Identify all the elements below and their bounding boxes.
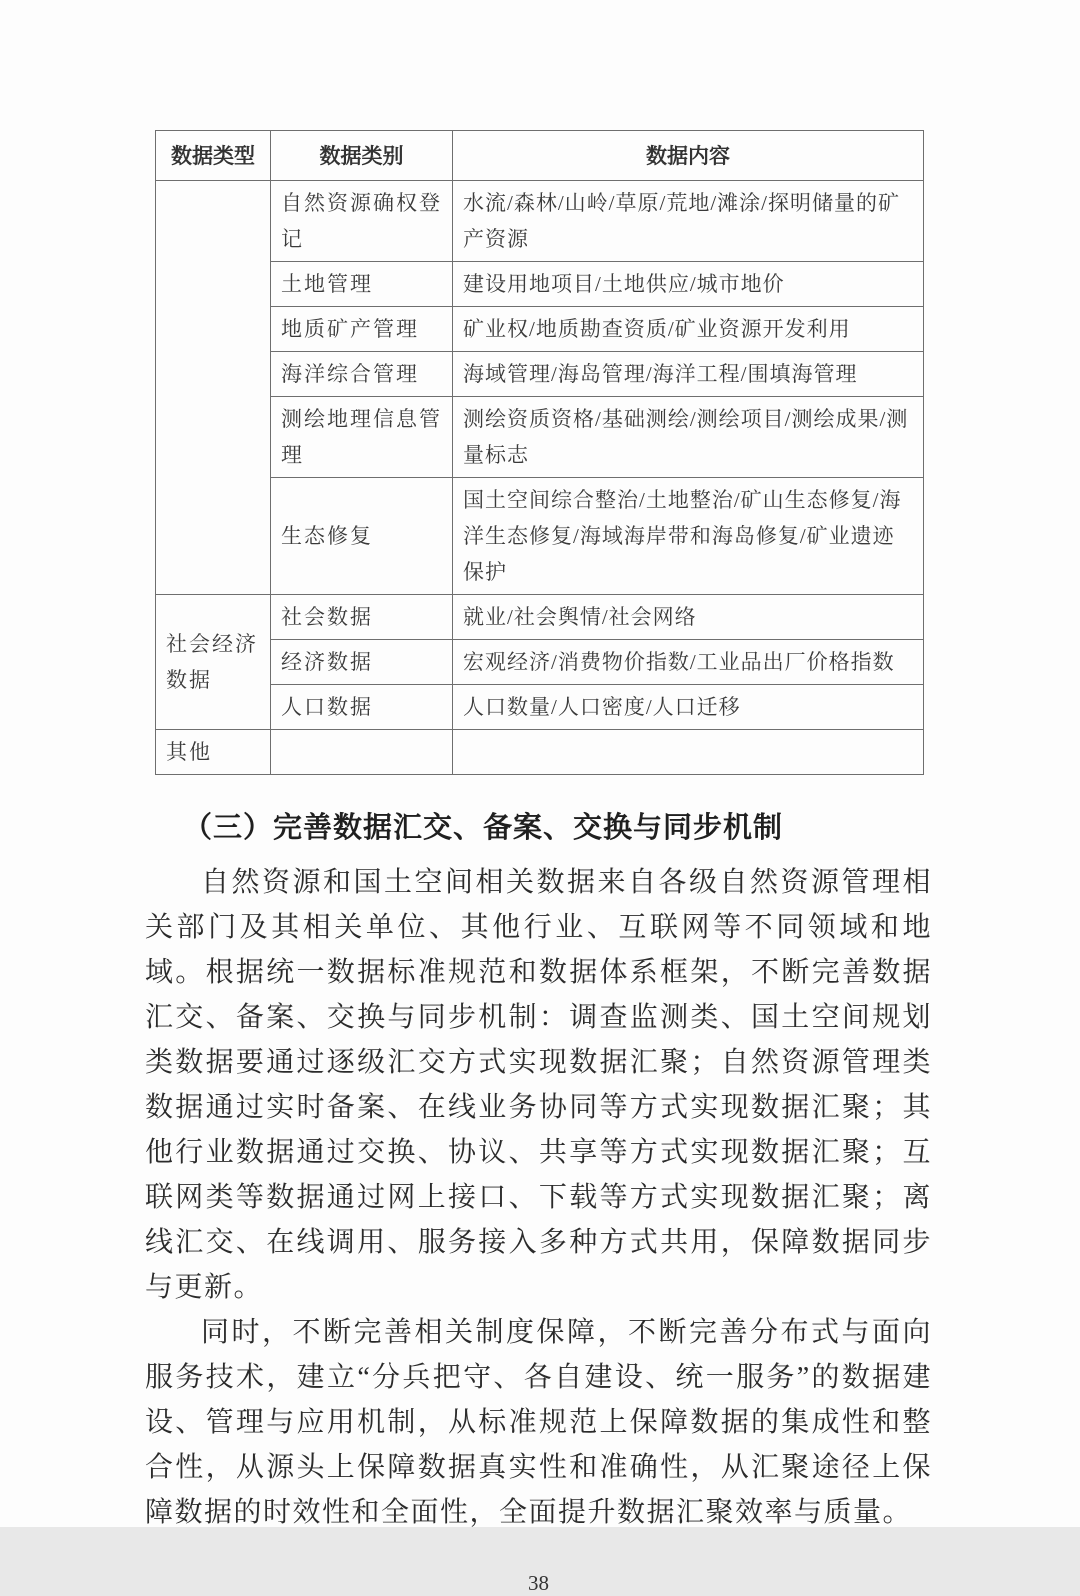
content-cell: 国土空间综合整治/土地整治/矿山生态修复/海洋生态修复/海域海岸带和海岛修复/矿业遗迹保护	[453, 478, 924, 595]
header-data-category: 数据类别	[271, 131, 453, 181]
table-row	[156, 262, 924, 307]
table-row	[156, 595, 924, 640]
data-classification-table	[155, 130, 924, 775]
category-cell: 自然资源确权登记	[271, 181, 453, 262]
content-cell: 人口数量/人口密度/人口迁移	[453, 685, 924, 730]
content-cell: 测绘资质资格/基础测绘/测绘项目/测绘成果/测量标志	[453, 397, 924, 478]
table-row	[156, 181, 924, 262]
content-cell: 建设用地项目/土地供应/城市地价	[453, 262, 924, 307]
table-row	[156, 685, 924, 730]
table-row	[156, 352, 924, 397]
content-cell: 矿业权/地质勘查资质/矿业资源开发利用	[453, 307, 924, 352]
category-cell: 经济数据	[271, 640, 453, 685]
category-cell: 生态修复	[271, 478, 453, 595]
category-cell-empty	[271, 730, 453, 775]
type-cell-socioeconomic: 社会经济数据	[156, 595, 271, 730]
category-cell: 人口数据	[271, 685, 453, 730]
category-cell: 土地管理	[271, 262, 453, 307]
page-number: 38	[528, 1571, 549, 1595]
table-row	[156, 397, 924, 478]
content-cell: 水流/森林/山岭/草原/荒地/滩涂/探明储量的矿产资源	[453, 181, 924, 262]
body-paragraph-2: 同时，不断完善相关制度保障，不断完善分布式与面向服务技术，建立“分兵把守、各自建设、统一服务”的数据建设、管理与应用机制，从标准规范上保障数据的集成性和整合性，从源头上保障数据真实性和准确性，从汇聚途径上保障数据的时效性和全面性，全面提升数据汇聚效率与质量。	[145, 1317, 932, 1528]
content-cell: 宏观经济/消费物价指数/工业品出厂价格指数	[453, 640, 924, 685]
table-row	[156, 730, 924, 775]
type-cell-natural-resources	[156, 181, 271, 595]
body-paragraph-1: 自然资源和国土空间相关数据来自各级自然资源管理相关部门及其相关单位、其他行业、互联网等不同领域和地域。根据统一数据标准规范和数据体系框架，不断完善数据汇交、备案、交换与同步机制：调查监测类、国土空间规划类数据要通过逐级汇交方式实现数据汇聚；自然资源管理类数据通过实时备案、在线业务协同等方式实现数据汇聚；其他行业数据通过交换、协议、共享等方式实现数据汇聚；互联网类等数据通过网上接口、下载等方式实现数据汇聚；离线汇交、在线调用、服务接入多种方式共用，保障数据同步与更新。	[145, 867, 932, 1303]
table-header-row	[156, 131, 924, 181]
category-cell: 测绘地理信息管理	[271, 397, 453, 478]
category-cell: 社会数据	[271, 595, 453, 640]
section-heading: （三）完善数据汇交、备案、交换与同步机制	[183, 812, 784, 844]
category-cell: 地质矿产管理	[271, 307, 453, 352]
header-data-content: 数据内容	[453, 131, 924, 181]
content-cell: 就业/社会舆情/社会网络	[453, 595, 924, 640]
type-cell-other: 其他	[156, 730, 271, 775]
table-row	[156, 478, 924, 595]
category-cell: 海洋综合管理	[271, 352, 453, 397]
content-cell: 海域管理/海岛管理/海洋工程/围填海管理	[453, 352, 924, 397]
header-data-type: 数据类型	[156, 131, 271, 181]
content-cell-empty	[453, 730, 924, 775]
table-row	[156, 640, 924, 685]
table-row	[156, 307, 924, 352]
